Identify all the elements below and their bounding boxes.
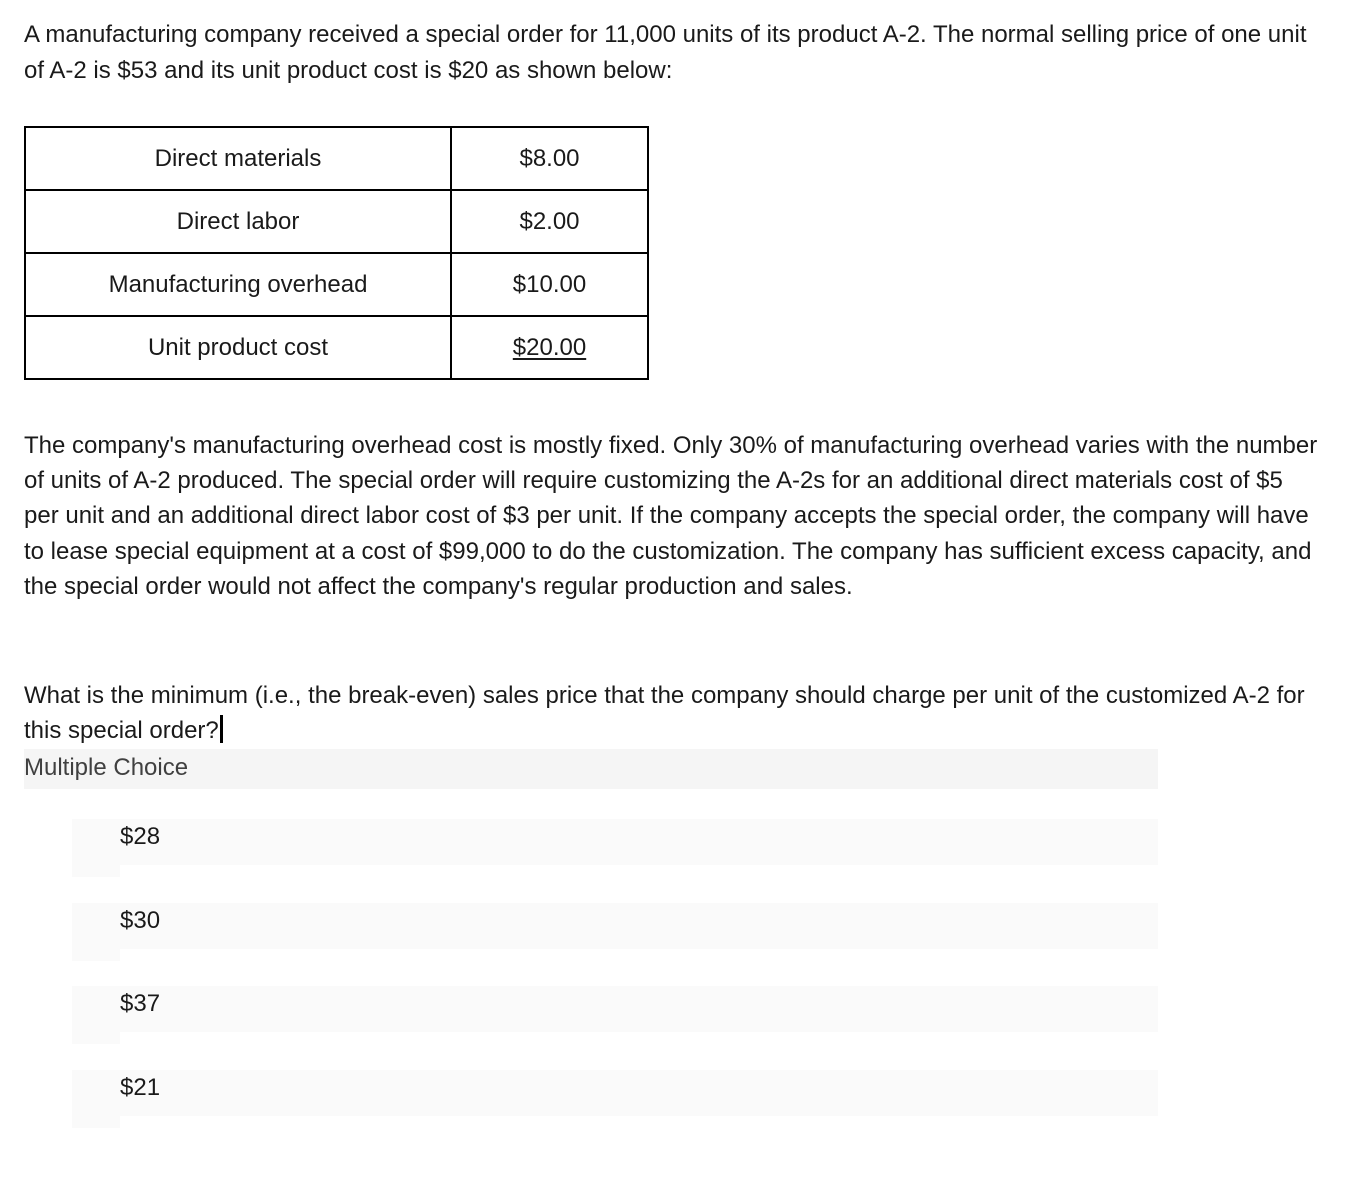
answer-option-label: $28 (120, 823, 161, 850)
question-label: What is the minimum (i.e., the break-even) sales price that the company should charge per unit of the customized A-2 for this special order? (24, 682, 1305, 745)
answer-option[interactable] (72, 986, 1158, 1032)
question-text (24, 678, 1324, 748)
cost-total-value: $20.00 (512, 333, 587, 361)
cost-label: Direct labor (25, 190, 451, 253)
table-row (25, 127, 648, 190)
cost-label: Unit product cost (25, 316, 451, 379)
answer-option[interactable] (72, 903, 1158, 949)
table-row (25, 253, 648, 316)
answer-option-label: $37 (120, 990, 161, 1017)
cost-label: Manufacturing overhead (25, 253, 451, 316)
table-row-total (25, 316, 648, 379)
table-row (25, 190, 648, 253)
unit-cost-table (24, 126, 649, 380)
answer-option-label: $21 (120, 1074, 161, 1101)
text-cursor (220, 715, 223, 743)
cost-value: $10.00 (451, 253, 648, 316)
multiple-choice-header (24, 749, 1158, 789)
answer-option[interactable] (72, 819, 1158, 865)
details-paragraph: The company's manufacturing overhead cost is mostly fixed. Only 30% of manufacturing overhead varies with the number of units of A-2 produced. The special order will require customizing the A-2s for an additional direct materials cost of $5 per unit and an additional direct labor cost of $3 per unit. If the company accepts the special order, the company will have to lease special equipment at a cost of $99,000 to do the customization. The company has sufficient excess capacity, and the special order would not affect the company's regular production and sales. (24, 432, 1318, 600)
cost-value: $8.00 (451, 127, 648, 190)
multiple-choice-label: Multiple Choice (24, 754, 189, 781)
answer-option[interactable] (72, 1070, 1158, 1116)
cost-value: $2.00 (451, 190, 648, 253)
intro-paragraph: A manufacturing company received a special order for 11,000 units of its product A-2. The normal selling price of one unit of A-2 is $53 and its unit product cost is $20 as shown below: (24, 21, 1307, 84)
answer-option-label: $30 (120, 907, 161, 934)
cost-label: Direct materials (25, 127, 451, 190)
cost-total-cell (451, 316, 648, 379)
